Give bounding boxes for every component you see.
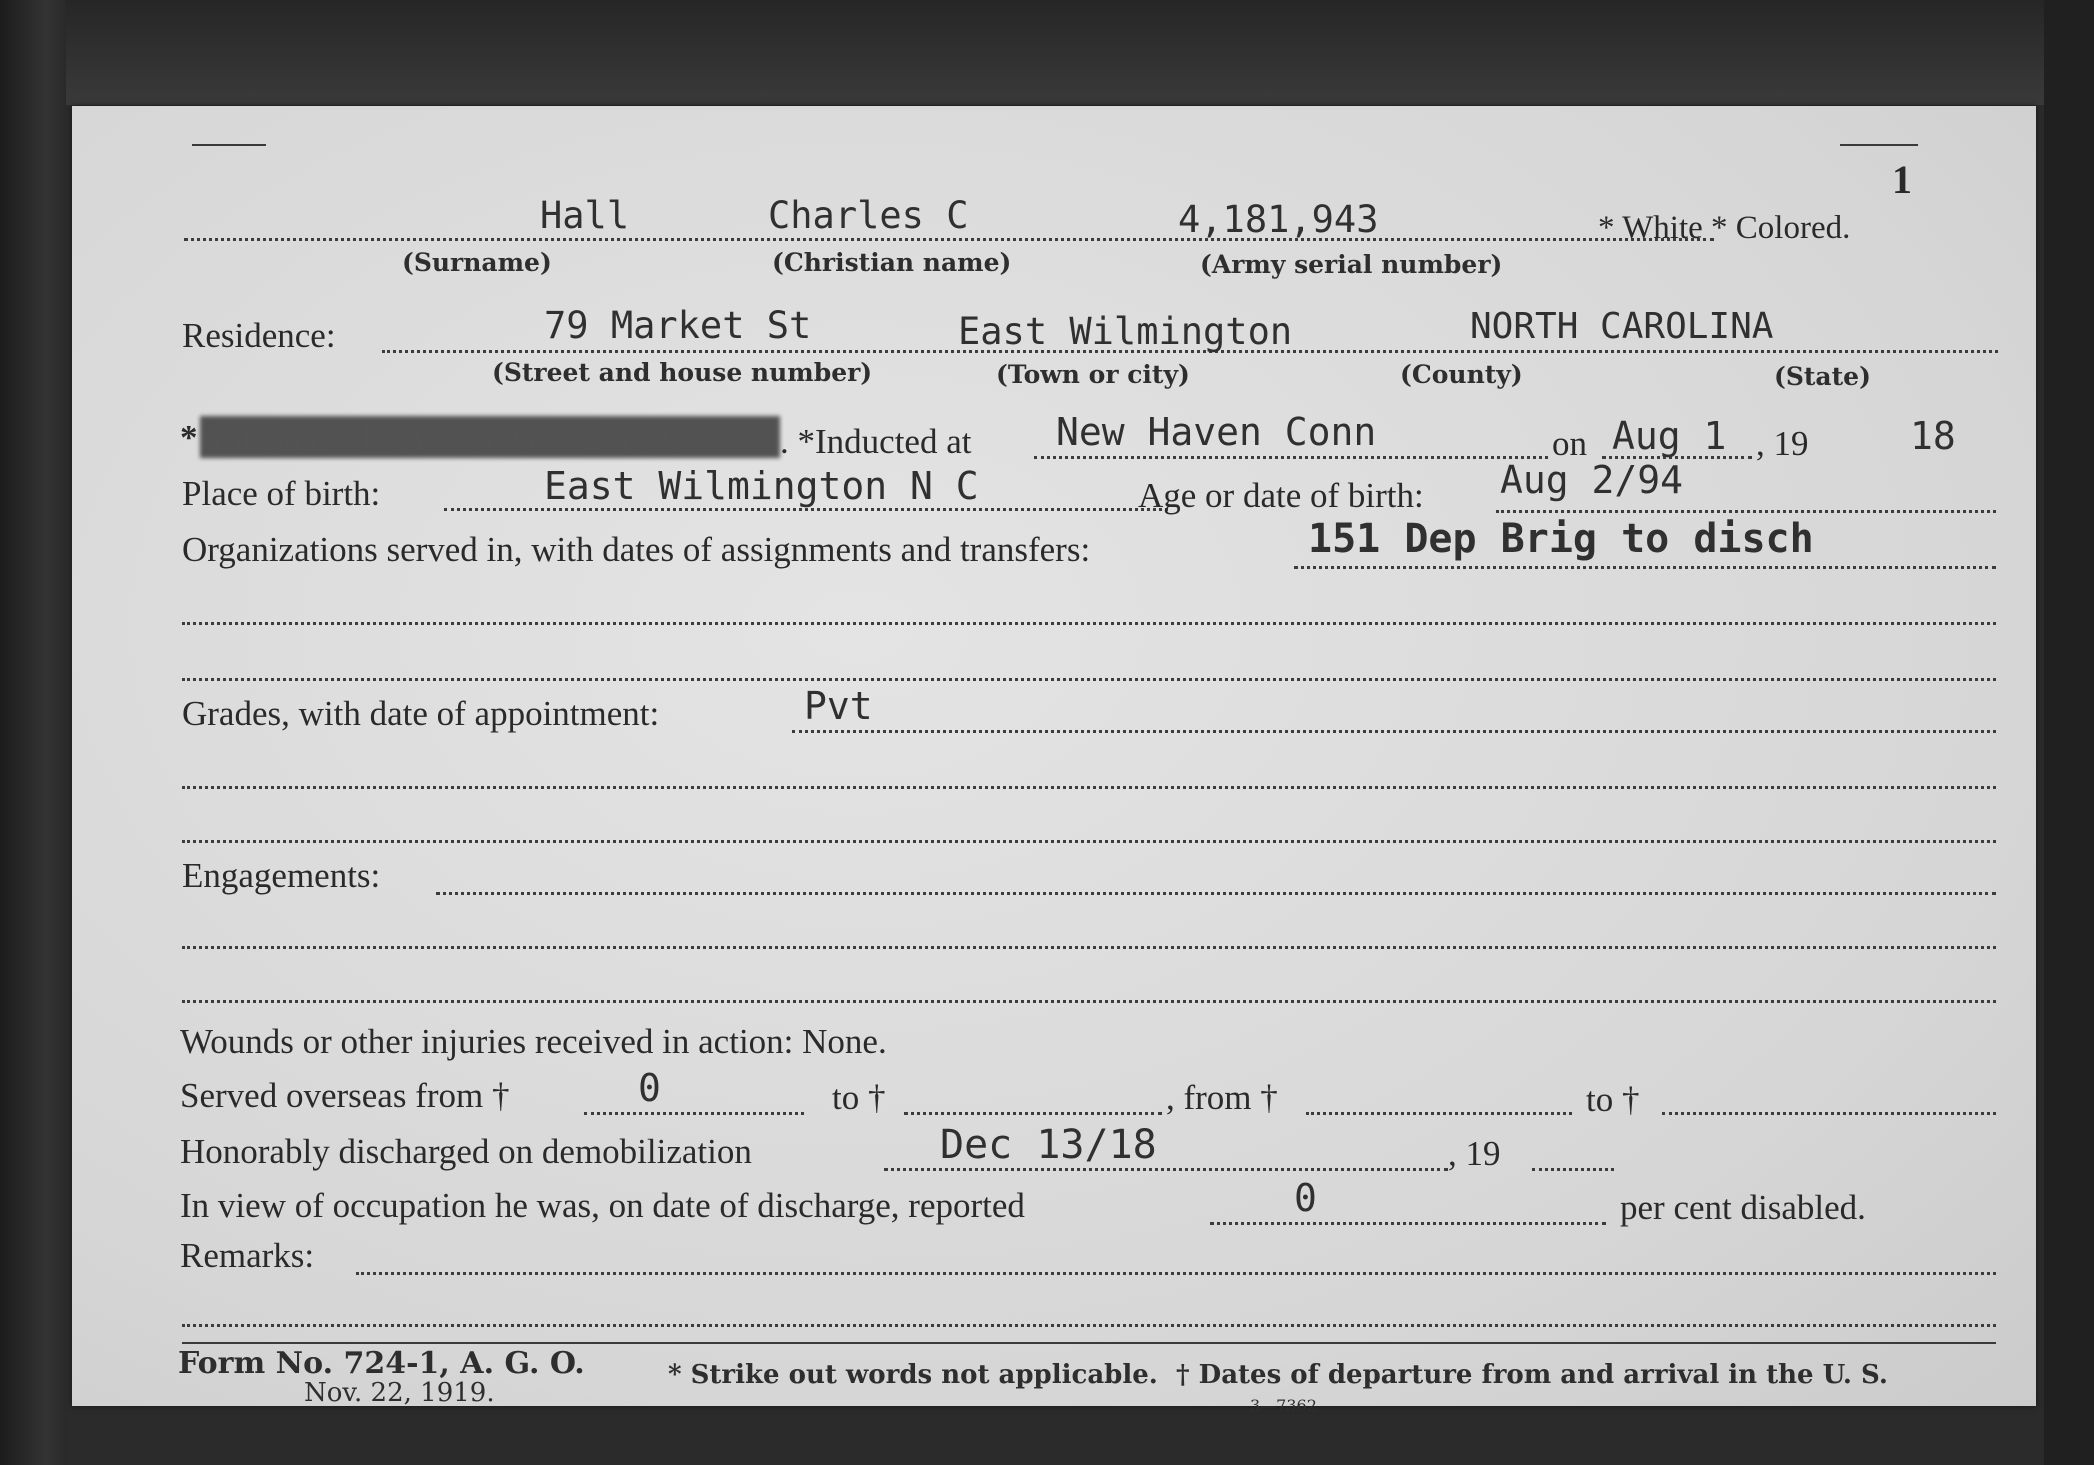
overseas-from2-label: , from † (1166, 1078, 1278, 1117)
grades-line (792, 730, 1996, 733)
christian-name-value: Charles C (768, 194, 969, 237)
organizations-line-2 (182, 622, 1996, 625)
discharge-date-line (884, 1168, 1448, 1171)
inducted-at-label: . *Inducted at (780, 422, 972, 461)
inducted-year-value: 18 (1910, 414, 1956, 458)
grades-line-2 (182, 786, 1996, 789)
discharge-year-label: , 19 (1448, 1134, 1501, 1173)
inducted-place-line (1034, 456, 1548, 459)
organizations-line (1294, 566, 1996, 569)
overseas-from-value: 0 (638, 1066, 661, 1110)
form-number: Form No. 724-1, A. G. O. (178, 1346, 585, 1381)
remarks-line (356, 1272, 1996, 1275)
induction-star: * (180, 418, 198, 457)
organizations-label: Organizations served in, with dates of assignments and transfers: (182, 530, 1091, 569)
overseas-label: Served overseas from † (180, 1076, 510, 1115)
christian-name-caption: (Christian name) (772, 248, 1012, 277)
strike-note: * Strike out words not applicable. (668, 1360, 1158, 1390)
remarks-label: Remarks: (180, 1236, 315, 1275)
corner-mark-right (1840, 144, 1918, 146)
grades-value: Pvt (804, 684, 873, 728)
grades-line-3 (182, 840, 1996, 843)
overseas-from2-line (1306, 1112, 1572, 1115)
redacted-enlistment-text: Enlisted * R. A. * N. G. * E. R. C (212, 418, 685, 457)
form-date: Nov. 22, 1919. (304, 1378, 495, 1408)
overseas-to-line (904, 1112, 1162, 1115)
serial-number-value: 4,181,943 (1178, 198, 1379, 241)
disability-suffix: per cent disabled. (1620, 1188, 1866, 1227)
birthplace-line (444, 508, 1168, 511)
background-top (0, 0, 2094, 105)
organizations-line-3 (182, 678, 1996, 681)
corner-mark-left (192, 144, 266, 146)
surname-value: Hall (540, 194, 630, 237)
year-prefix-label: , 19 (1756, 424, 1809, 463)
inducted-date-value: Aug 1 (1612, 414, 1727, 458)
disability-label: In view of occupation he was, on date of discharge, reported (180, 1186, 1025, 1225)
footer-rule (182, 1342, 1996, 1344)
residence-label: Residence: (182, 316, 336, 355)
birthplace-label: Place of birth: (182, 474, 381, 513)
overseas-to2-line (1662, 1112, 1996, 1115)
overseas-from-line (584, 1112, 804, 1115)
serial-caption: (Army serial number) (1200, 250, 1503, 279)
dagger-note: † Dates of departure from and arrival in the U. S. (1176, 1360, 1888, 1390)
street-caption: (Street and house number) (492, 358, 873, 387)
background-right (2044, 0, 2094, 1465)
discharge-label: Honorably discharged on demobilization (180, 1132, 752, 1171)
discharge-date-value: Dec 13/18 (940, 1122, 1157, 1168)
print-code: 3—7362 (1250, 1396, 1317, 1415)
organizations-value: 151 Dep Brig to disch (1308, 516, 1814, 562)
disability-line (1210, 1222, 1606, 1225)
birthdate-value: Aug 2/94 (1500, 458, 1684, 502)
grades-label: Grades, with date of appointment: (182, 694, 660, 733)
engagements-line (436, 892, 1996, 895)
county-caption: (County) (1400, 360, 1523, 389)
surname-caption: (Surname) (402, 248, 552, 277)
name-line (184, 238, 1714, 241)
birthplace-value: East Wilmington N C (544, 464, 979, 508)
overseas-to2-label: to † (1586, 1080, 1640, 1119)
inducted-place-value: New Haven Conn (1056, 410, 1377, 454)
wounds-label: Wounds or other injuries received in action: None. (180, 1022, 887, 1061)
engagements-line-3 (182, 1000, 1996, 1003)
birthdate-label: Age or date of birth: (1138, 476, 1424, 515)
engagements-label: Engagements: (182, 856, 381, 895)
background-left (0, 0, 66, 1465)
disability-value: 0 (1294, 1176, 1317, 1220)
state-caption: (State) (1774, 362, 1871, 391)
street-value: 79 Market St (544, 304, 812, 347)
birthdate-line (1496, 510, 1996, 513)
race-options: * White * Colored. (1598, 210, 1851, 246)
state-value: NORTH CAROLINA (1470, 306, 1774, 347)
on-label: on (1552, 424, 1587, 463)
discharge-year-line (1532, 1168, 1614, 1171)
remarks-line-2 (182, 1324, 1996, 1327)
service-record-card (72, 106, 2036, 1415)
town-caption: (Town or city) (996, 360, 1190, 389)
overseas-to-label: to † (832, 1078, 886, 1117)
card-number: 1 (1892, 157, 1912, 202)
engagements-line-2 (182, 946, 1996, 949)
town-value: East Wilmington (958, 310, 1293, 353)
